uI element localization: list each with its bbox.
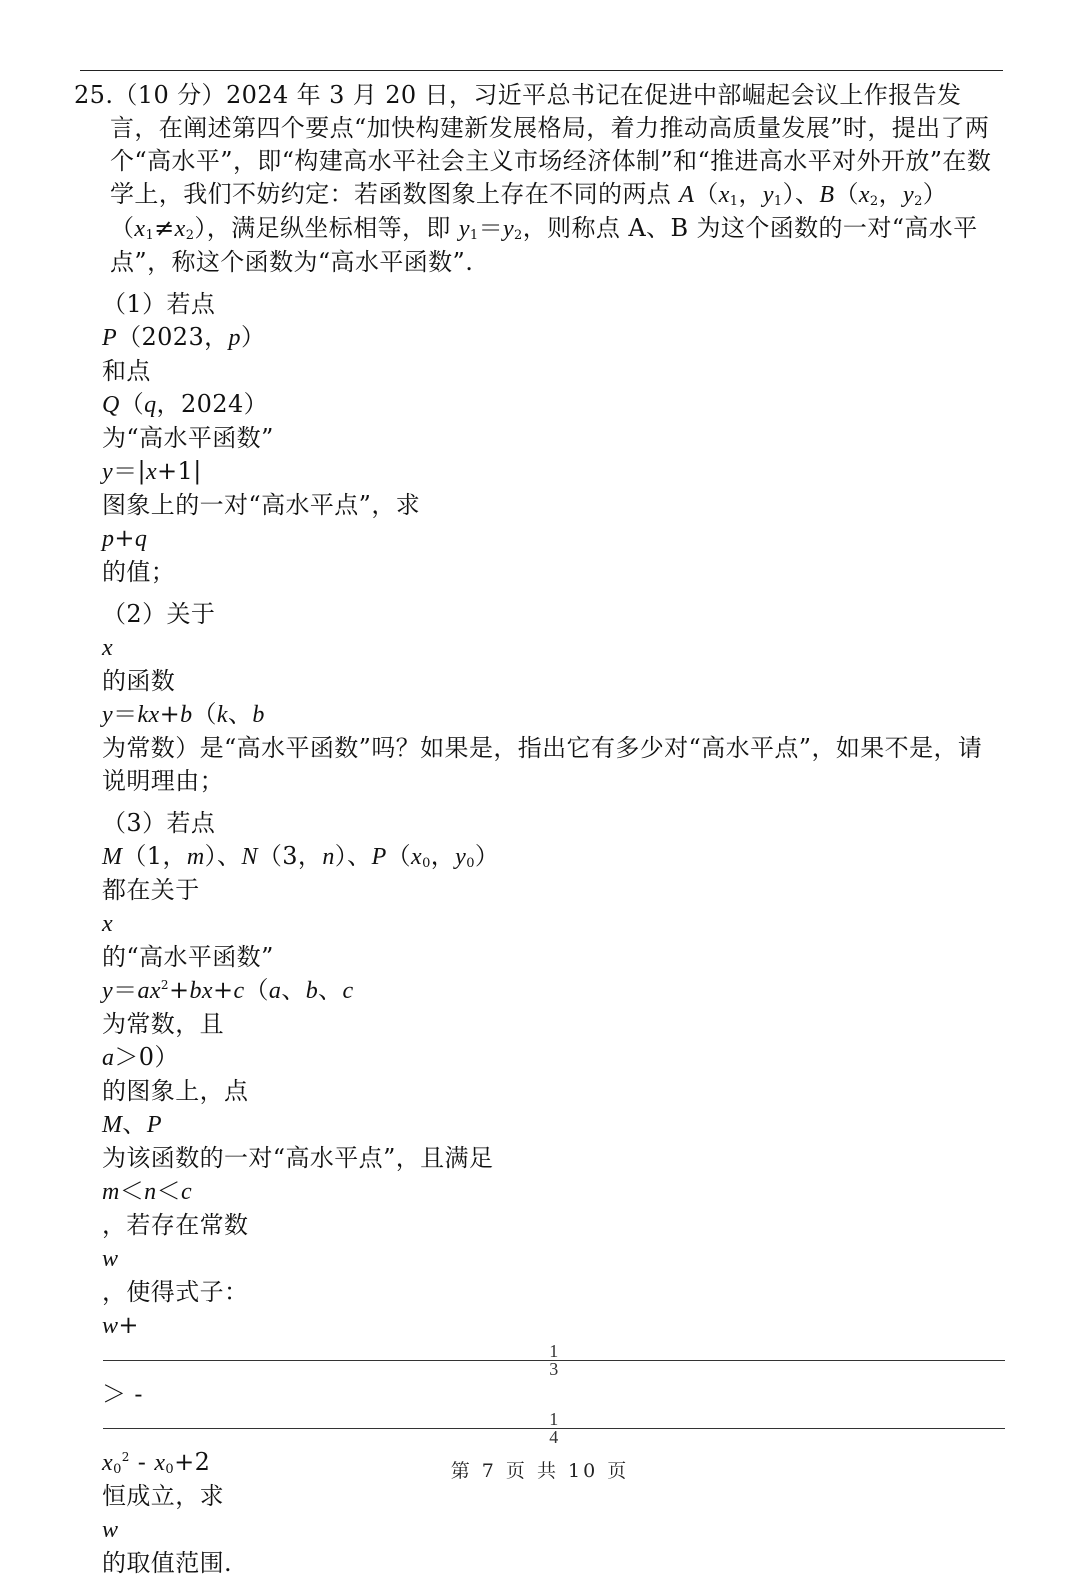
question-stem: 25.（10 分）2024 年 3 月 20 日，习近平总书记在促进中部崛起会议上作报告发言，在阐述第四个要点“加快构建新发展格局，着力推动高质量发展”时，提出了两个“高水平”，即“构建高水平社会主义市场经济体制”和“推进高水平对外开放”在数学上，我们不妨约定：若函数图象上存在不同的两点 $A(x_1$，$y_1$）、$B(x_2$，$y_2)(x_1\ne x_2)$，满足纵坐标相等，即 $y_1=y_2$，则称点 A、B 为这个函数的一对“高水平点”，称这个函数为“高水平函数”. <box>74 81 992 276</box>
fraction-one-third: 1 3 <box>103 1343 1005 1378</box>
part-1 <box>74 288 1006 589</box>
page-footer: 第 7 页 共 10 页 <box>450 1460 630 1482</box>
question-stem-text: （10 分）2024 年 3 月 20 日，习近平总书记在促进中部崛起会议上作报告发言，在阐述第四个要点“加快构建新发展格局，着力推动高质量发展”时，提出了两个“高水平”，即“构建高水平社会主义市场经济体制”和“推进高水平对外开放”在数学上，我们不妨约定：若函数图象上存在不同的两点 <box>110 81 992 208</box>
header-rule <box>80 70 1003 71</box>
fraction-one-quarter: 1 4 <box>103 1411 1005 1446</box>
question-25 <box>74 79 1006 1580</box>
question-stem-tail: ，满足纵坐标相等，即 <box>206 214 451 242</box>
part-2 <box>74 598 1006 798</box>
question-stem-end: ，则称点 A、B 为这个函数的一对“高水平点”，称这个函数为“高水平函数”. <box>110 214 978 276</box>
part-2-text: （2）关于 x 的函数 y＝kx+b（k、b 为常数）是“高水平函数”吗？如果是，指出它有多少对“高水平点”，如果不是，请说明理由； <box>102 600 983 795</box>
question-number: 25. <box>74 81 114 109</box>
part-3-text: （3）若点 M（1，m）、N（3，n）、$P(x_0$，$y_0$） 都在关于 x 的“高水平函数” $y=ax^2+bx+c(a$、b、c 为常数，且 a＞0） 的图象上，点 M、P 为该函数的一对“高水平点”，且满足 m＜n＜c ，若存在常数 w ，使得式子： w+ 1 3 ＞ - 1 4 $x_0^2 - x_0+2$ 恒成立，求 w 的取值范围. <box>102 807 1006 1580</box>
part-1-text: （1）若点 P（2023，p） 和点 Q（q，2024） 为“高水平函数” y＝|x+1| 图象上的一对“高水平点”，求 p+q 的值； <box>102 290 421 586</box>
